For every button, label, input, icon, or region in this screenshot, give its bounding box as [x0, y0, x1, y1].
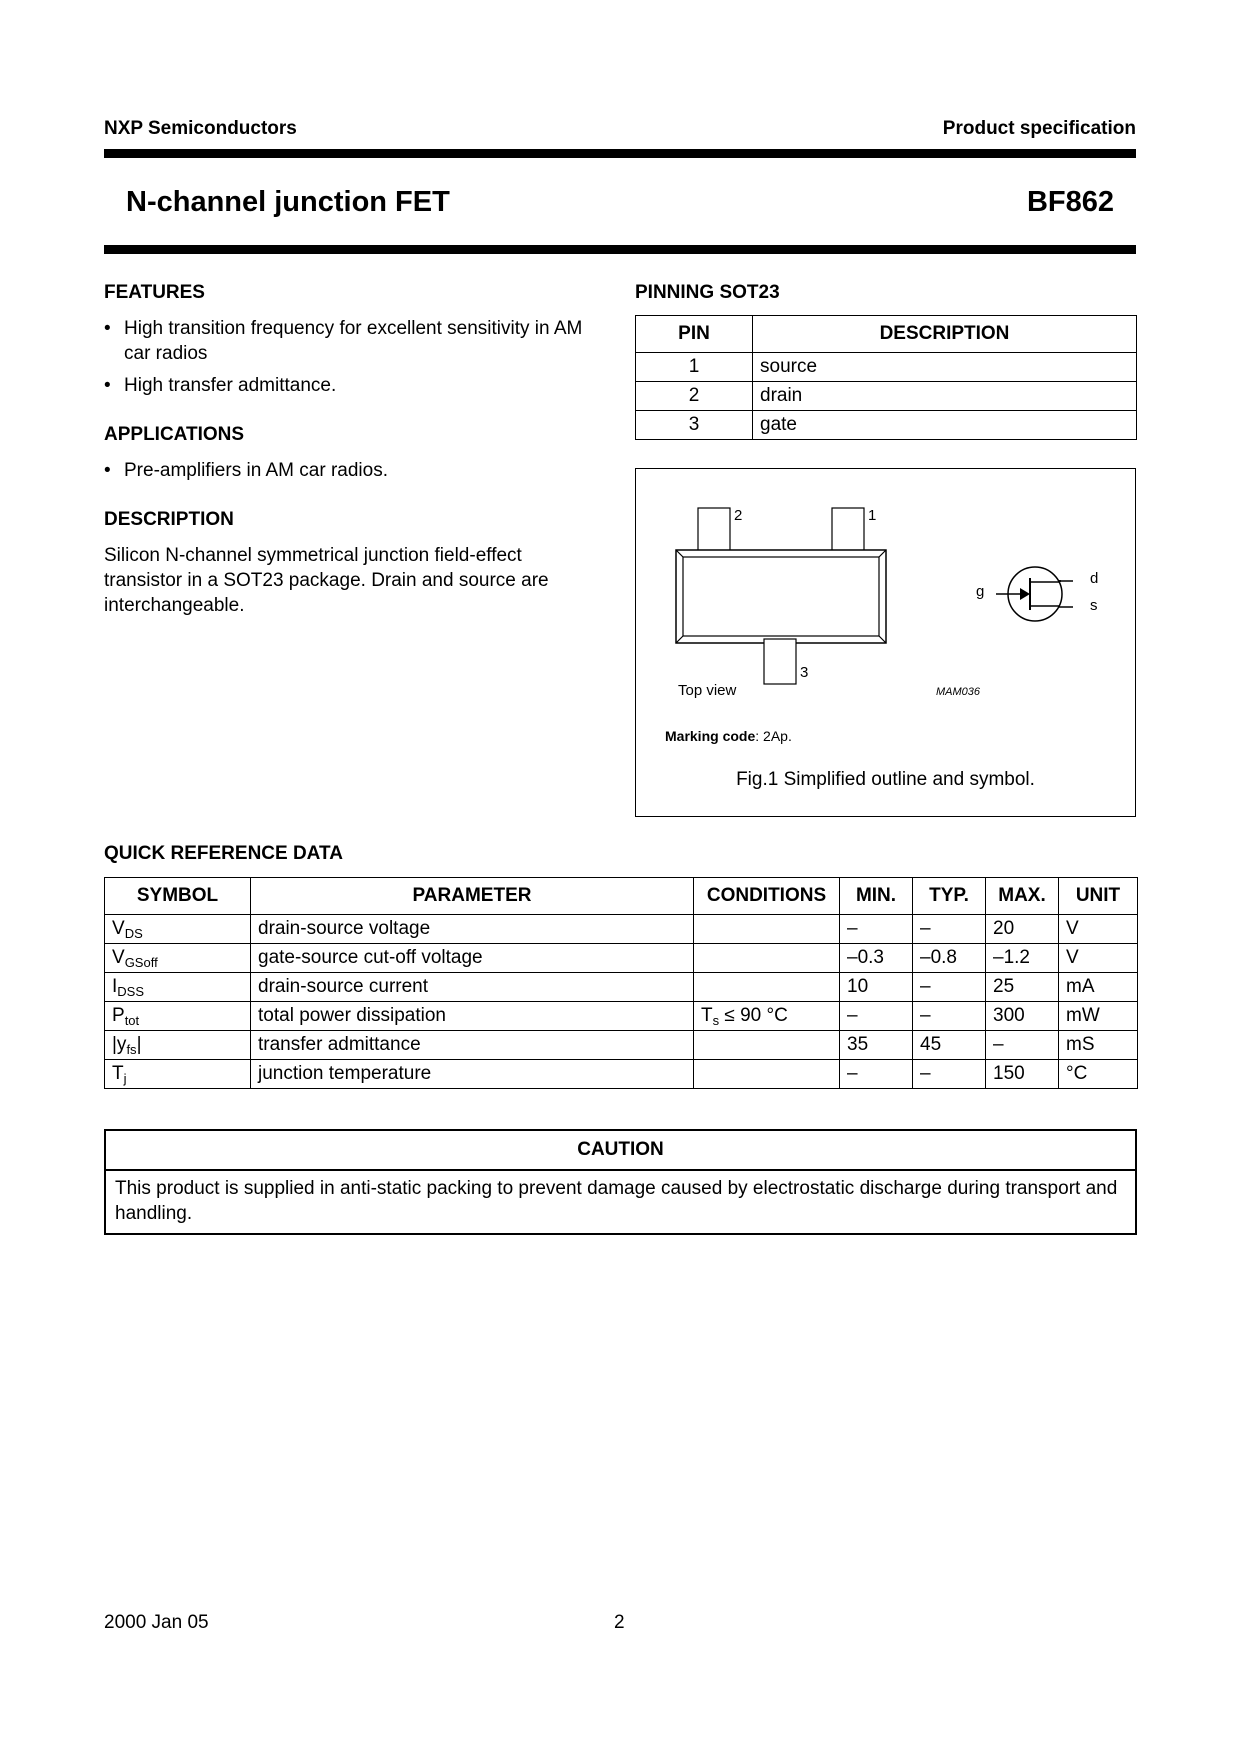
package-body — [676, 550, 886, 643]
column-header: PIN — [636, 316, 753, 353]
typ-cell: 45 — [913, 1031, 986, 1060]
conditions-cell: $T_s \le 90$ °C — [694, 1002, 840, 1031]
figure-box — [635, 468, 1136, 817]
list-item: • High transition frequency for excellent sensitivity in AM car radios — [104, 316, 584, 366]
pinning-table — [635, 315, 1137, 440]
description-heading: DESCRIPTION — [104, 509, 234, 530]
unit-cell: mW — [1059, 1002, 1138, 1031]
column-header: MIN. — [840, 878, 913, 915]
min-cell: – — [840, 915, 913, 944]
table-header-row — [636, 316, 1137, 353]
conditions-cell — [694, 944, 840, 973]
gate-label: g — [976, 583, 985, 600]
drain-label: d — [1090, 570, 1099, 587]
part-number: BF862 — [1026, 186, 1114, 218]
marking-code-label: Marking code — [665, 728, 756, 744]
column-header: PARAMETER — [251, 878, 694, 915]
unit-cell: V — [1059, 915, 1138, 944]
min-cell: – — [840, 1002, 913, 1031]
symbol-cell: $P_{tot}$ — [105, 1002, 251, 1031]
quick-ref-table — [104, 877, 1138, 1089]
footer-date: 2000 Jan 05 — [104, 1612, 209, 1633]
marking-code — [665, 728, 792, 744]
gate-arrow — [1020, 588, 1030, 600]
parameter-cell: total power dissipation — [251, 1002, 694, 1031]
page-title: N-channel junction FET — [126, 186, 450, 218]
min-cell: – — [840, 1060, 913, 1089]
applications-list — [104, 458, 584, 483]
symbol-cell: $I_{DSS}$ — [105, 973, 251, 1002]
max-cell: 25 — [986, 973, 1059, 1002]
page-number: 2 — [614, 1612, 625, 1633]
symbol-cell: $T_j$ — [105, 1060, 251, 1089]
table-row — [105, 915, 1138, 944]
company-name: NXP Semiconductors — [104, 118, 297, 139]
caution-text: This product is supplied in anti-static packing to prevent damage caused by electrostatic discharge during transport and handling. — [115, 1178, 1118, 1224]
unit-cell: °C — [1059, 1060, 1138, 1089]
table-row — [636, 411, 1137, 440]
pin-label: 1 — [868, 507, 877, 524]
unit-cell: V — [1059, 944, 1138, 973]
pin-label: 3 — [800, 664, 809, 681]
parameter-cell: junction temperature — [251, 1060, 694, 1089]
typ-cell: – — [913, 973, 986, 1002]
max-cell: 300 — [986, 1002, 1059, 1031]
column-header: DESCRIPTION — [753, 316, 1137, 353]
max-cell: –1.2 — [986, 944, 1059, 973]
desc-cell: gate — [753, 411, 1137, 440]
parameter-cell: gate-source cut-off voltage — [251, 944, 694, 973]
features-heading: FEATURES — [104, 282, 205, 303]
table-row — [105, 1031, 1138, 1060]
conditions-cell — [694, 915, 840, 944]
list-item: • Pre-amplifiers in AM car radios. — [104, 458, 584, 483]
table-row — [105, 1002, 1138, 1031]
features-list — [104, 316, 584, 398]
table-row — [636, 382, 1137, 411]
max-cell: – — [986, 1031, 1059, 1060]
marking-code-value: : 2Ap. — [755, 728, 792, 744]
symbol-cell: $V_{GSoff}$ — [105, 944, 251, 973]
applications-heading: APPLICATIONS — [104, 424, 245, 445]
typ-cell: – — [913, 1002, 986, 1031]
typ-cell: –0.8 — [913, 944, 986, 973]
list-item: • High transfer admittance. — [104, 373, 584, 398]
top-view-label: Top view — [678, 682, 737, 699]
column-header: CONDITIONS — [694, 878, 840, 915]
pin-3-lead — [764, 639, 796, 684]
conditions-cell — [694, 1031, 840, 1060]
column-header: MAX. — [986, 878, 1059, 915]
max-cell: 20 — [986, 915, 1059, 944]
pin-cell: 2 — [636, 382, 753, 411]
typ-cell: – — [913, 1060, 986, 1089]
header-rule-bottom — [104, 245, 1136, 254]
column-header: TYP. — [913, 878, 986, 915]
max-cell: 150 — [986, 1060, 1059, 1089]
parameter-cell: drain-source current — [251, 973, 694, 1002]
symbol-cell: $|y_{fs}|$ — [105, 1031, 251, 1060]
min-cell: –0.3 — [840, 944, 913, 973]
package-outline-diagram — [636, 469, 1135, 816]
unit-cell: mS — [1059, 1031, 1138, 1060]
column-header: UNIT — [1059, 878, 1138, 915]
unit-cell: mA — [1059, 973, 1138, 1002]
header-rule-top — [104, 149, 1136, 158]
pin-label: 2 — [734, 507, 743, 524]
source-label: s — [1090, 597, 1098, 614]
description-text: Silicon N-channel symmetrical junction field-effect transistor in a SOT23 package. Drain and source are interchangeable. — [104, 545, 549, 616]
typ-cell: – — [913, 915, 986, 944]
conditions-cell — [694, 1060, 840, 1089]
parameter-cell: transfer admittance — [251, 1031, 694, 1060]
table-row — [105, 973, 1138, 1002]
table-row — [105, 944, 1138, 973]
pinning-heading: PINNING SOT23 — [635, 282, 780, 303]
min-cell: 10 — [840, 973, 913, 1002]
pin-2-lead — [698, 508, 730, 552]
parameter-cell: drain-source voltage — [251, 915, 694, 944]
left-column — [104, 282, 584, 618]
pin-cell: 1 — [636, 353, 753, 382]
conditions-cell — [694, 973, 840, 1002]
table-row — [636, 353, 1137, 382]
pin-cell: 3 — [636, 411, 753, 440]
min-cell: 35 — [840, 1031, 913, 1060]
quick-ref-heading: QUICK REFERENCE DATA — [104, 843, 343, 864]
desc-cell: source — [753, 353, 1137, 382]
figure-ref-code: MAM036 — [936, 686, 981, 698]
pin-1-lead — [832, 508, 864, 552]
table-header-row — [105, 878, 1138, 915]
symbol-cell: $V_{DS}$ — [105, 915, 251, 944]
caution-box — [104, 1129, 1137, 1235]
figure-caption: Fig.1 Simplified outline and symbol. — [736, 769, 1035, 790]
caution-heading: CAUTION — [106, 1131, 1135, 1171]
desc-cell: drain — [753, 382, 1137, 411]
table-row — [105, 1060, 1138, 1089]
doc-type: Product specification — [942, 118, 1136, 139]
column-header: SYMBOL — [105, 878, 251, 915]
